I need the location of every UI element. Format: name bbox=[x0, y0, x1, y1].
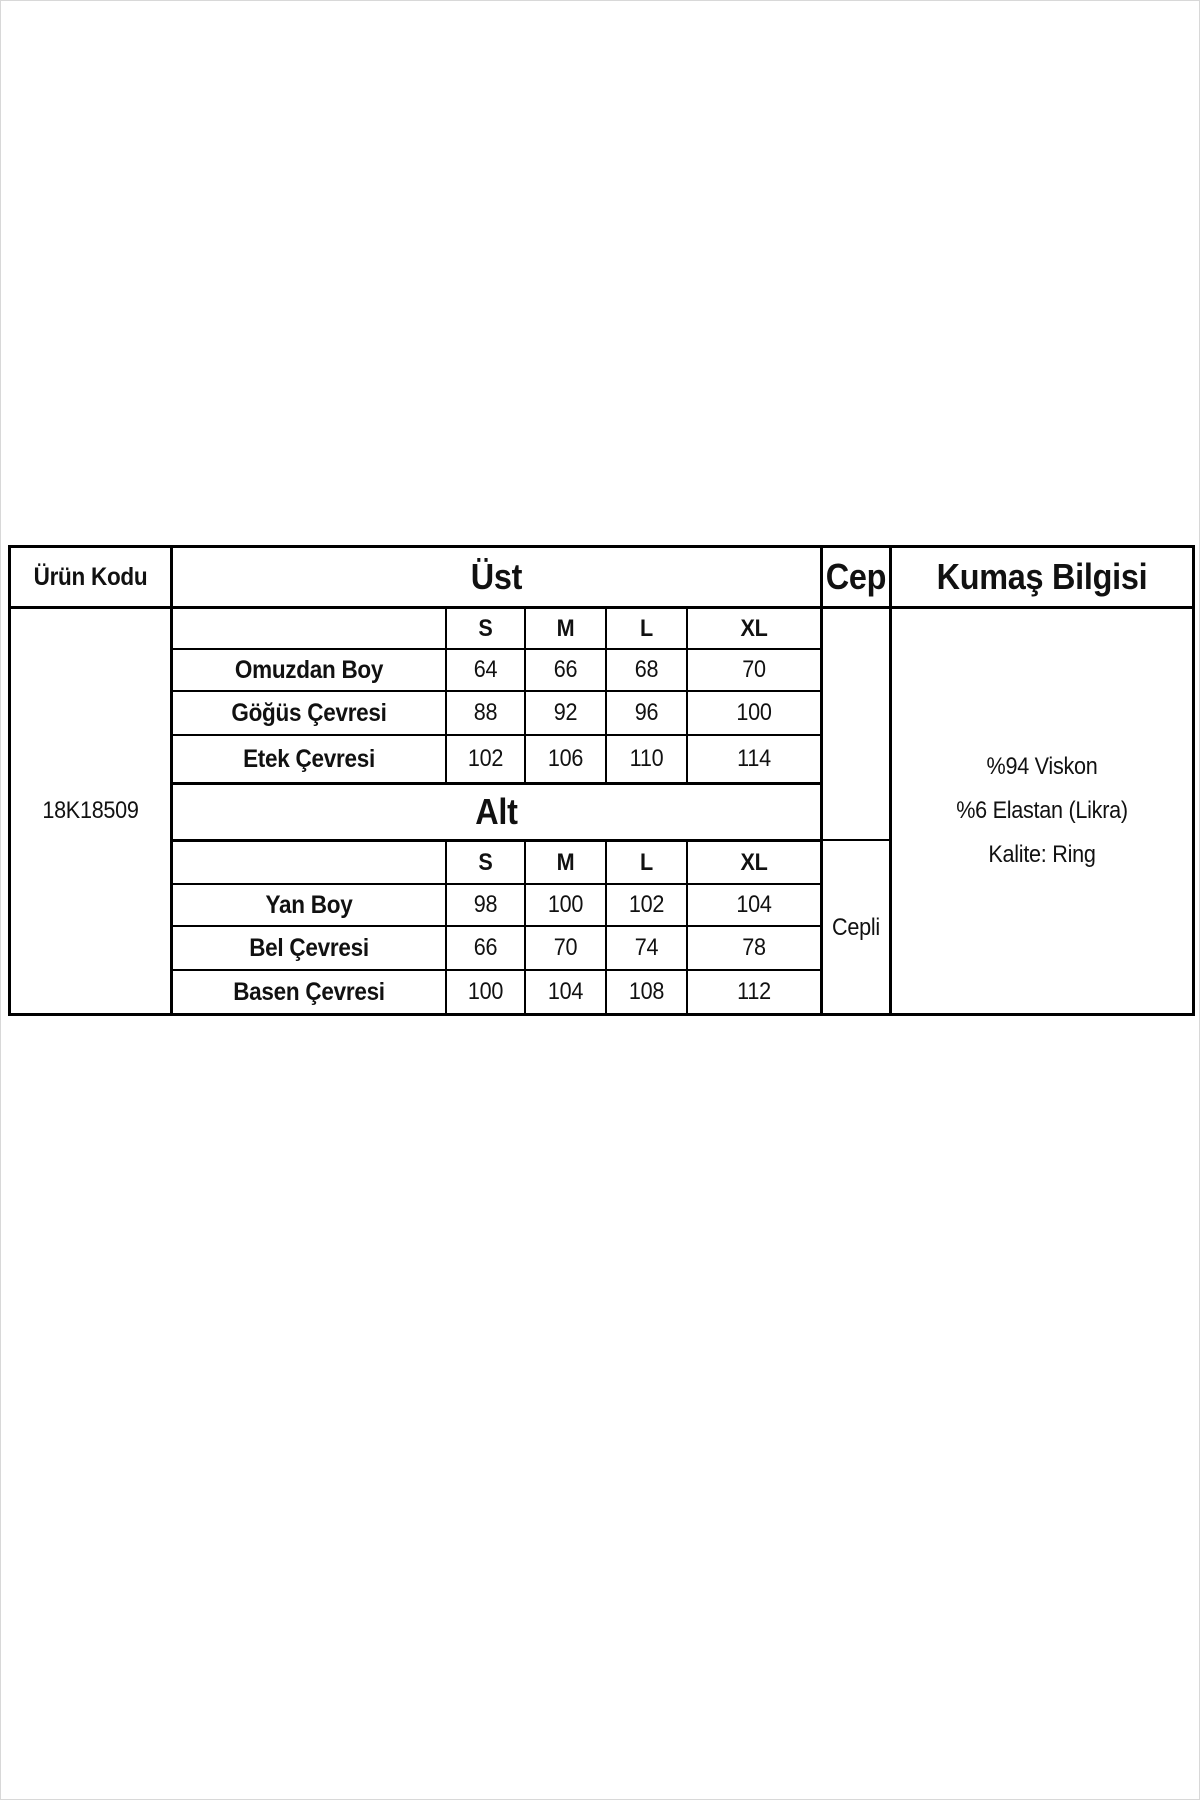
table-divider bbox=[605, 609, 607, 782]
size-chart-table bbox=[8, 545, 1195, 1016]
top-row-value: 110 bbox=[629, 745, 664, 772]
table-divider bbox=[524, 842, 526, 1013]
table-divider bbox=[445, 609, 447, 782]
table-divider bbox=[686, 842, 688, 1013]
bottom-size-l: L bbox=[640, 848, 653, 876]
bottom-row-value: 70 bbox=[553, 934, 578, 961]
fabric-line: Kalite: Ring bbox=[988, 841, 1096, 868]
bottom-row-value: 100 bbox=[547, 891, 584, 918]
top-row-label: Etek Çevresi bbox=[243, 744, 375, 773]
top-row-value: 64 bbox=[473, 656, 498, 683]
top-row-value: 66 bbox=[553, 656, 578, 683]
top-row-value: 88 bbox=[473, 699, 498, 726]
top-row-value: 92 bbox=[553, 699, 578, 726]
bottom-row-value: 100 bbox=[467, 978, 504, 1005]
table-divider bbox=[524, 609, 526, 782]
bottom-size-s: S bbox=[478, 848, 493, 876]
table-divider bbox=[823, 839, 892, 841]
pocket-value: Cepli bbox=[832, 913, 880, 941]
top-row-value: 106 bbox=[547, 745, 584, 772]
table-divider bbox=[445, 842, 447, 1013]
top-row-value: 68 bbox=[634, 656, 659, 683]
bottom-row-value: 104 bbox=[736, 891, 772, 918]
top-size-s: S bbox=[478, 614, 493, 642]
top-row-value: 96 bbox=[634, 699, 659, 726]
product-code-header: Ürün Kodu bbox=[33, 562, 148, 591]
bottom-row-label: Bel Çevresi bbox=[249, 933, 369, 962]
table-divider bbox=[170, 548, 173, 1013]
bottom-row-value: 98 bbox=[473, 891, 498, 918]
bottom-row-value: 104 bbox=[547, 978, 584, 1005]
bottom-row-value: 74 bbox=[634, 934, 659, 961]
top-size-xl: XL bbox=[740, 614, 768, 642]
fabric-header: Kumaş Bilgisi bbox=[936, 556, 1148, 597]
product-code-value: 18K18509 bbox=[42, 797, 139, 824]
bottom-size-xl: XL bbox=[740, 848, 768, 876]
top-row-value: 114 bbox=[737, 745, 771, 772]
table-divider bbox=[686, 609, 688, 782]
fabric-info bbox=[907, 609, 1177, 1013]
top-row-value: 100 bbox=[736, 699, 772, 726]
bottom-size-m: M bbox=[556, 848, 575, 876]
fabric-line: %6 Elastan (Likra) bbox=[956, 797, 1128, 824]
top-row-label: Omuzdan Boy bbox=[234, 655, 384, 684]
top-row-label: Göğüs Çevresi bbox=[231, 698, 387, 727]
table-divider bbox=[605, 842, 607, 1013]
bottom-row-value: 66 bbox=[473, 934, 498, 961]
top-size-l: L bbox=[640, 614, 653, 642]
bottom-row-value: 102 bbox=[628, 891, 665, 918]
top-size-m: M bbox=[556, 614, 575, 642]
bottom-row-value: 112 bbox=[737, 978, 771, 1005]
bottom-header: Alt bbox=[475, 791, 518, 832]
bottom-row-value: 78 bbox=[742, 934, 766, 961]
top-header: Üst bbox=[470, 556, 523, 597]
pocket-header: Cep bbox=[825, 556, 887, 597]
bottom-row-label: Basen Çevresi bbox=[233, 977, 385, 1006]
table-divider bbox=[889, 548, 892, 1013]
table-divider bbox=[820, 548, 823, 1013]
top-row-value: 70 bbox=[742, 656, 766, 683]
fabric-line: %94 Viskon bbox=[986, 753, 1098, 780]
top-row-value: 102 bbox=[467, 745, 504, 772]
bottom-row-label: Yan Boy bbox=[265, 890, 353, 919]
bottom-row-value: 108 bbox=[628, 978, 665, 1005]
